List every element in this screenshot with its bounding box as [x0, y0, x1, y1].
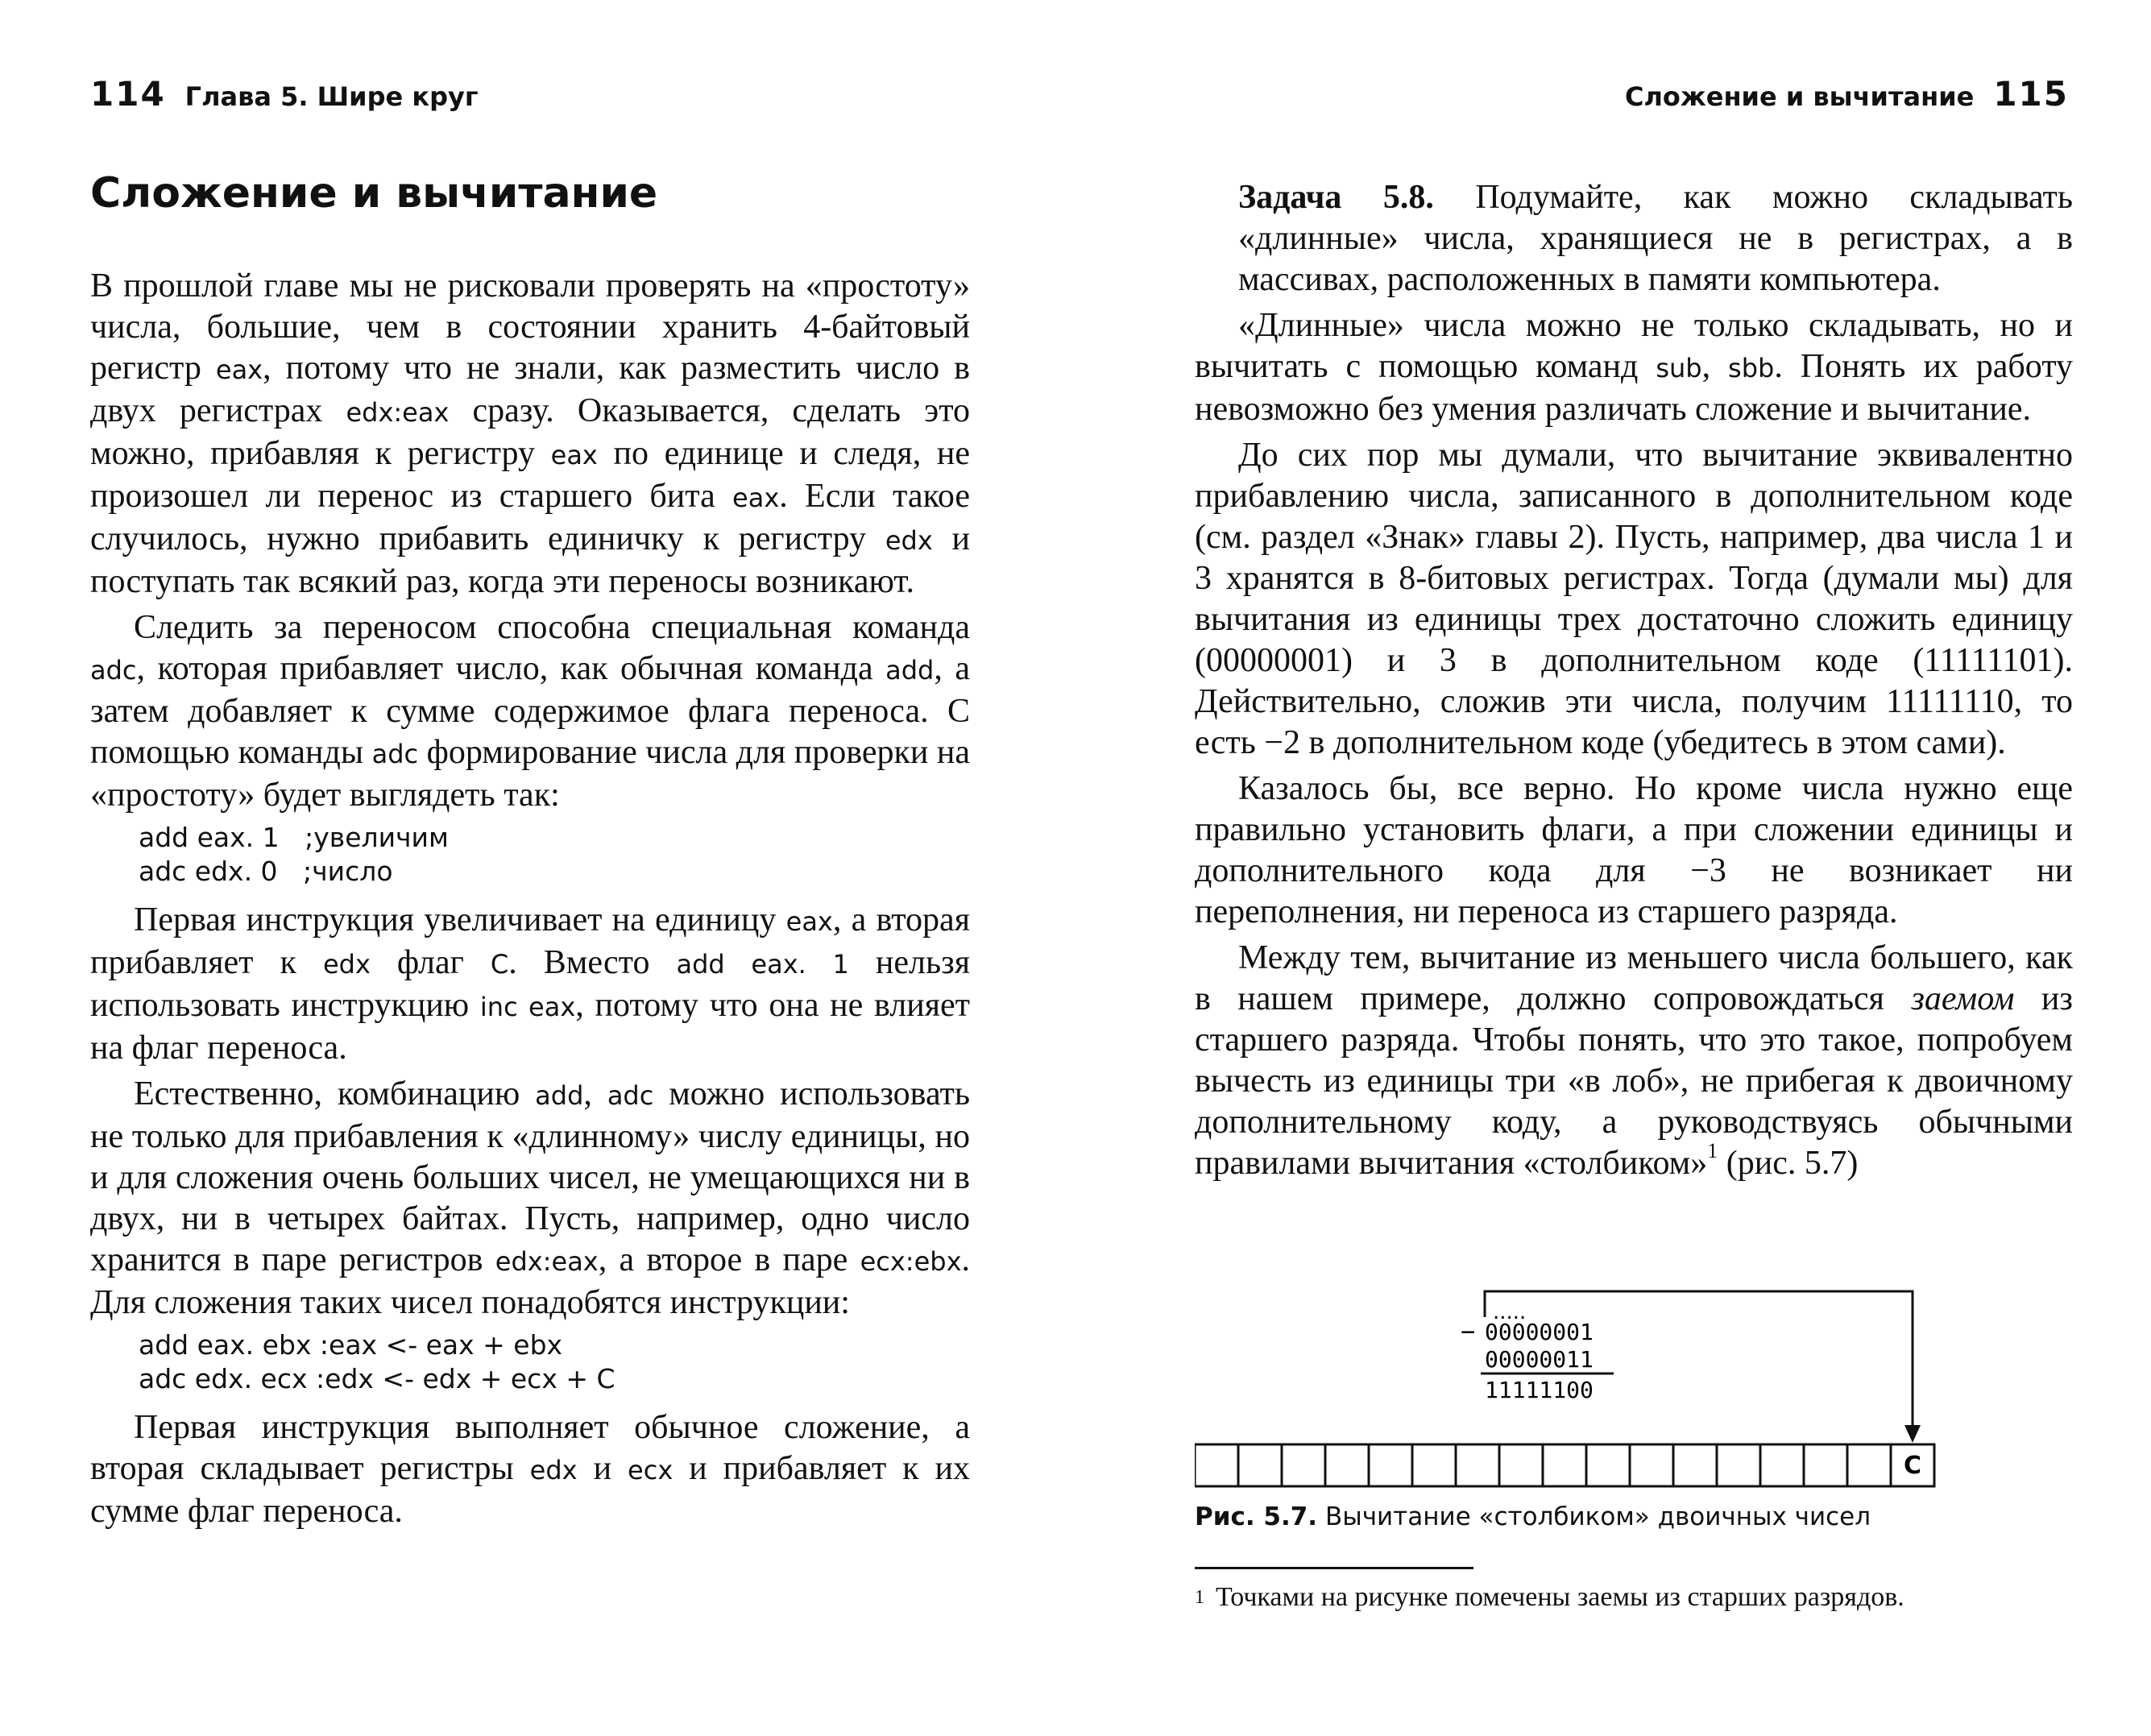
- borrow-dots: .....: [1493, 1300, 1527, 1324]
- paragraph: Первая инструкция увеличивает на единицу eax, а вторая прибавляет к edx флаг C. Вместо add eax. 1 нельзя использовать инструкцию inc eax, потому что она не влияет на флаг переноса.: [90, 901, 971, 1067]
- running-head-right: [1625, 74, 2069, 114]
- carry-flag-label: C: [1903, 1452, 1922, 1480]
- page-number: 114: [90, 74, 166, 114]
- register-cell: [1586, 1444, 1630, 1486]
- code-listing-2: add eax. ebx :eax <- eax + ebx adc edx. ecx :edx <- edx + ecx + C: [139, 1329, 615, 1394]
- borrow-arrowhead: [1904, 1425, 1921, 1443]
- section-running-title: Сложение и вычитание: [1624, 81, 1975, 112]
- register-cell: [1717, 1444, 1760, 1486]
- caption-text: Вычитание «столбиком» двоичных чисел: [1324, 1502, 1871, 1531]
- register-cell: [1282, 1444, 1325, 1486]
- register-cell: [1760, 1444, 1804, 1486]
- task-5-8: [1195, 177, 2073, 300]
- running-head-left: [90, 74, 479, 114]
- task-label: Задача 5.8.: [1238, 179, 1434, 216]
- register-cell: [1673, 1444, 1717, 1486]
- paragraph: Казалось бы, все верно. Но кроме числа нужно еще правильно установить флаги, а при сложении единицы и дополнительного кода для −3 не возникает ни переполнения, ни переноса из старшего разряда.: [1195, 770, 2073, 930]
- subtraction-diagram: [1195, 1277, 2151, 1494]
- register-cell: [1499, 1444, 1543, 1486]
- register-cell: [1456, 1444, 1499, 1486]
- right-body: [1195, 177, 2073, 1189]
- register: [1195, 1444, 1934, 1486]
- paragraph: Между тем, вычитание из меньшего числа большего, как в нашем примере, должно сопровождаться заемом из старшего разряда. Чтобы понять, что это такое, попробуем вычесть из единицы три «в лоб», не прибегая к двоичному дополнительному коду, а руководствуясь обычными правилами вычитания «столбиком»$^1$ (рис. 5.7): [1195, 939, 2073, 1182]
- minuend: 00000001: [1485, 1319, 1594, 1345]
- footnote-rule: [1195, 1567, 1473, 1569]
- footnote-mark: 1: [1195, 1587, 1204, 1608]
- task-text: Подумайте, как можно складывать «длинные» числа, хранящиеся не в регистрах, а в массивах, расположенных в памяти компьютера.: [1238, 179, 2074, 298]
- register-cell: [1238, 1444, 1282, 1486]
- footnote-text: Точками на рисунке помечены заемы из старших разрядов.: [1216, 1582, 1904, 1612]
- right-page: [1076, 0, 2151, 1736]
- register-cell: [1369, 1444, 1412, 1486]
- paragraph: Естественно, комбинацию add, adc можно использовать не только для прибавления к «длинному» числу единицы, но и для сложения очень больших чисел, не умещающихся ни в двух, ни в четырех байтах. Пусть, например, одно число хранится в паре регистров edx:eax, а второе в паре ecx:ebx. Для сложения таких чисел понадобятся инструкции:: [90, 1075, 971, 1321]
- emphasis: заемом: [1911, 980, 2015, 1017]
- paragraph: Следить за переносом способна специальная команда adc, которая прибавляет число, как обычная команда add, а затем добавляет к сумме содержимое флага переноса. С помощью команды adc формирование числа для проверки на «простоту» будет выглядеть так:: [90, 609, 970, 814]
- register-cell: [1325, 1444, 1369, 1486]
- register-cell: [1847, 1444, 1891, 1486]
- caption-label: Рис. 5.7.: [1195, 1502, 1318, 1531]
- figure-5-7: [1195, 1277, 2151, 1551]
- footnote: [1195, 1581, 2081, 1614]
- paragraph: До сих пор мы думали, что вычитание эквивалентно прибавлению числа, записанного в дополнительном коде (см. раздел «Знак» главы 2). Пусть, например, два числа 1 и 3 хранятся в 8-битовых регистрах. Тогда (думали мы) для вычитания из единицы трех достаточно сложить единицу (00000001) и 3 в дополнительном коде (11111101). Действительно, сложив эти числа, получим 11111110, то есть −2 в дополнительном коде (убедитесь в этом сами).: [1195, 437, 2073, 761]
- register-cell: [1412, 1444, 1456, 1486]
- page-number: 115: [1993, 74, 2069, 114]
- code-listing-1: add eax. 1 ;увеличим adc edx. 0 ;число: [139, 822, 449, 887]
- subtrahend: 00000011: [1485, 1346, 1594, 1373]
- minus-sign: −: [1461, 1318, 1476, 1346]
- register-cell: [1804, 1444, 1847, 1486]
- paragraph: «Длинные» числа можно не только складывать, но и вычитать с помощью команд sub, sbb. Понять их работу невозможно без умения различать сложение и вычитание.: [1195, 307, 2073, 428]
- register-cell: [1630, 1444, 1673, 1486]
- register-cell: [1543, 1444, 1586, 1486]
- paragraph: В прошлой главе мы не рисковали проверять на «простоту» числа, большие, чем в состоянии хранить 4-байтовый регистр eax, потому что не знали, как разместить число в двух регистрах edx:eax сразу. Оказывается, сделать это можно, прибавляя к регистру eax по единице и следя, не произошел ли перенос из старшего бита eax. Если такое случилось, нужно прибавить единичку к регистру edx и поступать так всякий раз, когда эти переносы возникают.: [90, 267, 971, 600]
- result: 11111100: [1485, 1377, 1594, 1403]
- paragraph: Первая инструкция выполняет обычное сложение, а вторая складывает регистры edx и ecx и прибавляет к их сумме флаг переноса.: [90, 1409, 970, 1530]
- section-title: Сложение и вычитание: [90, 169, 658, 218]
- chapter-title: Глава 5. Шире круг: [184, 81, 479, 112]
- register-cell: [1195, 1444, 1238, 1486]
- footnote-ref: 1: [1707, 1139, 1718, 1162]
- figure-caption: [1195, 1502, 1871, 1531]
- left-body: [90, 266, 970, 1537]
